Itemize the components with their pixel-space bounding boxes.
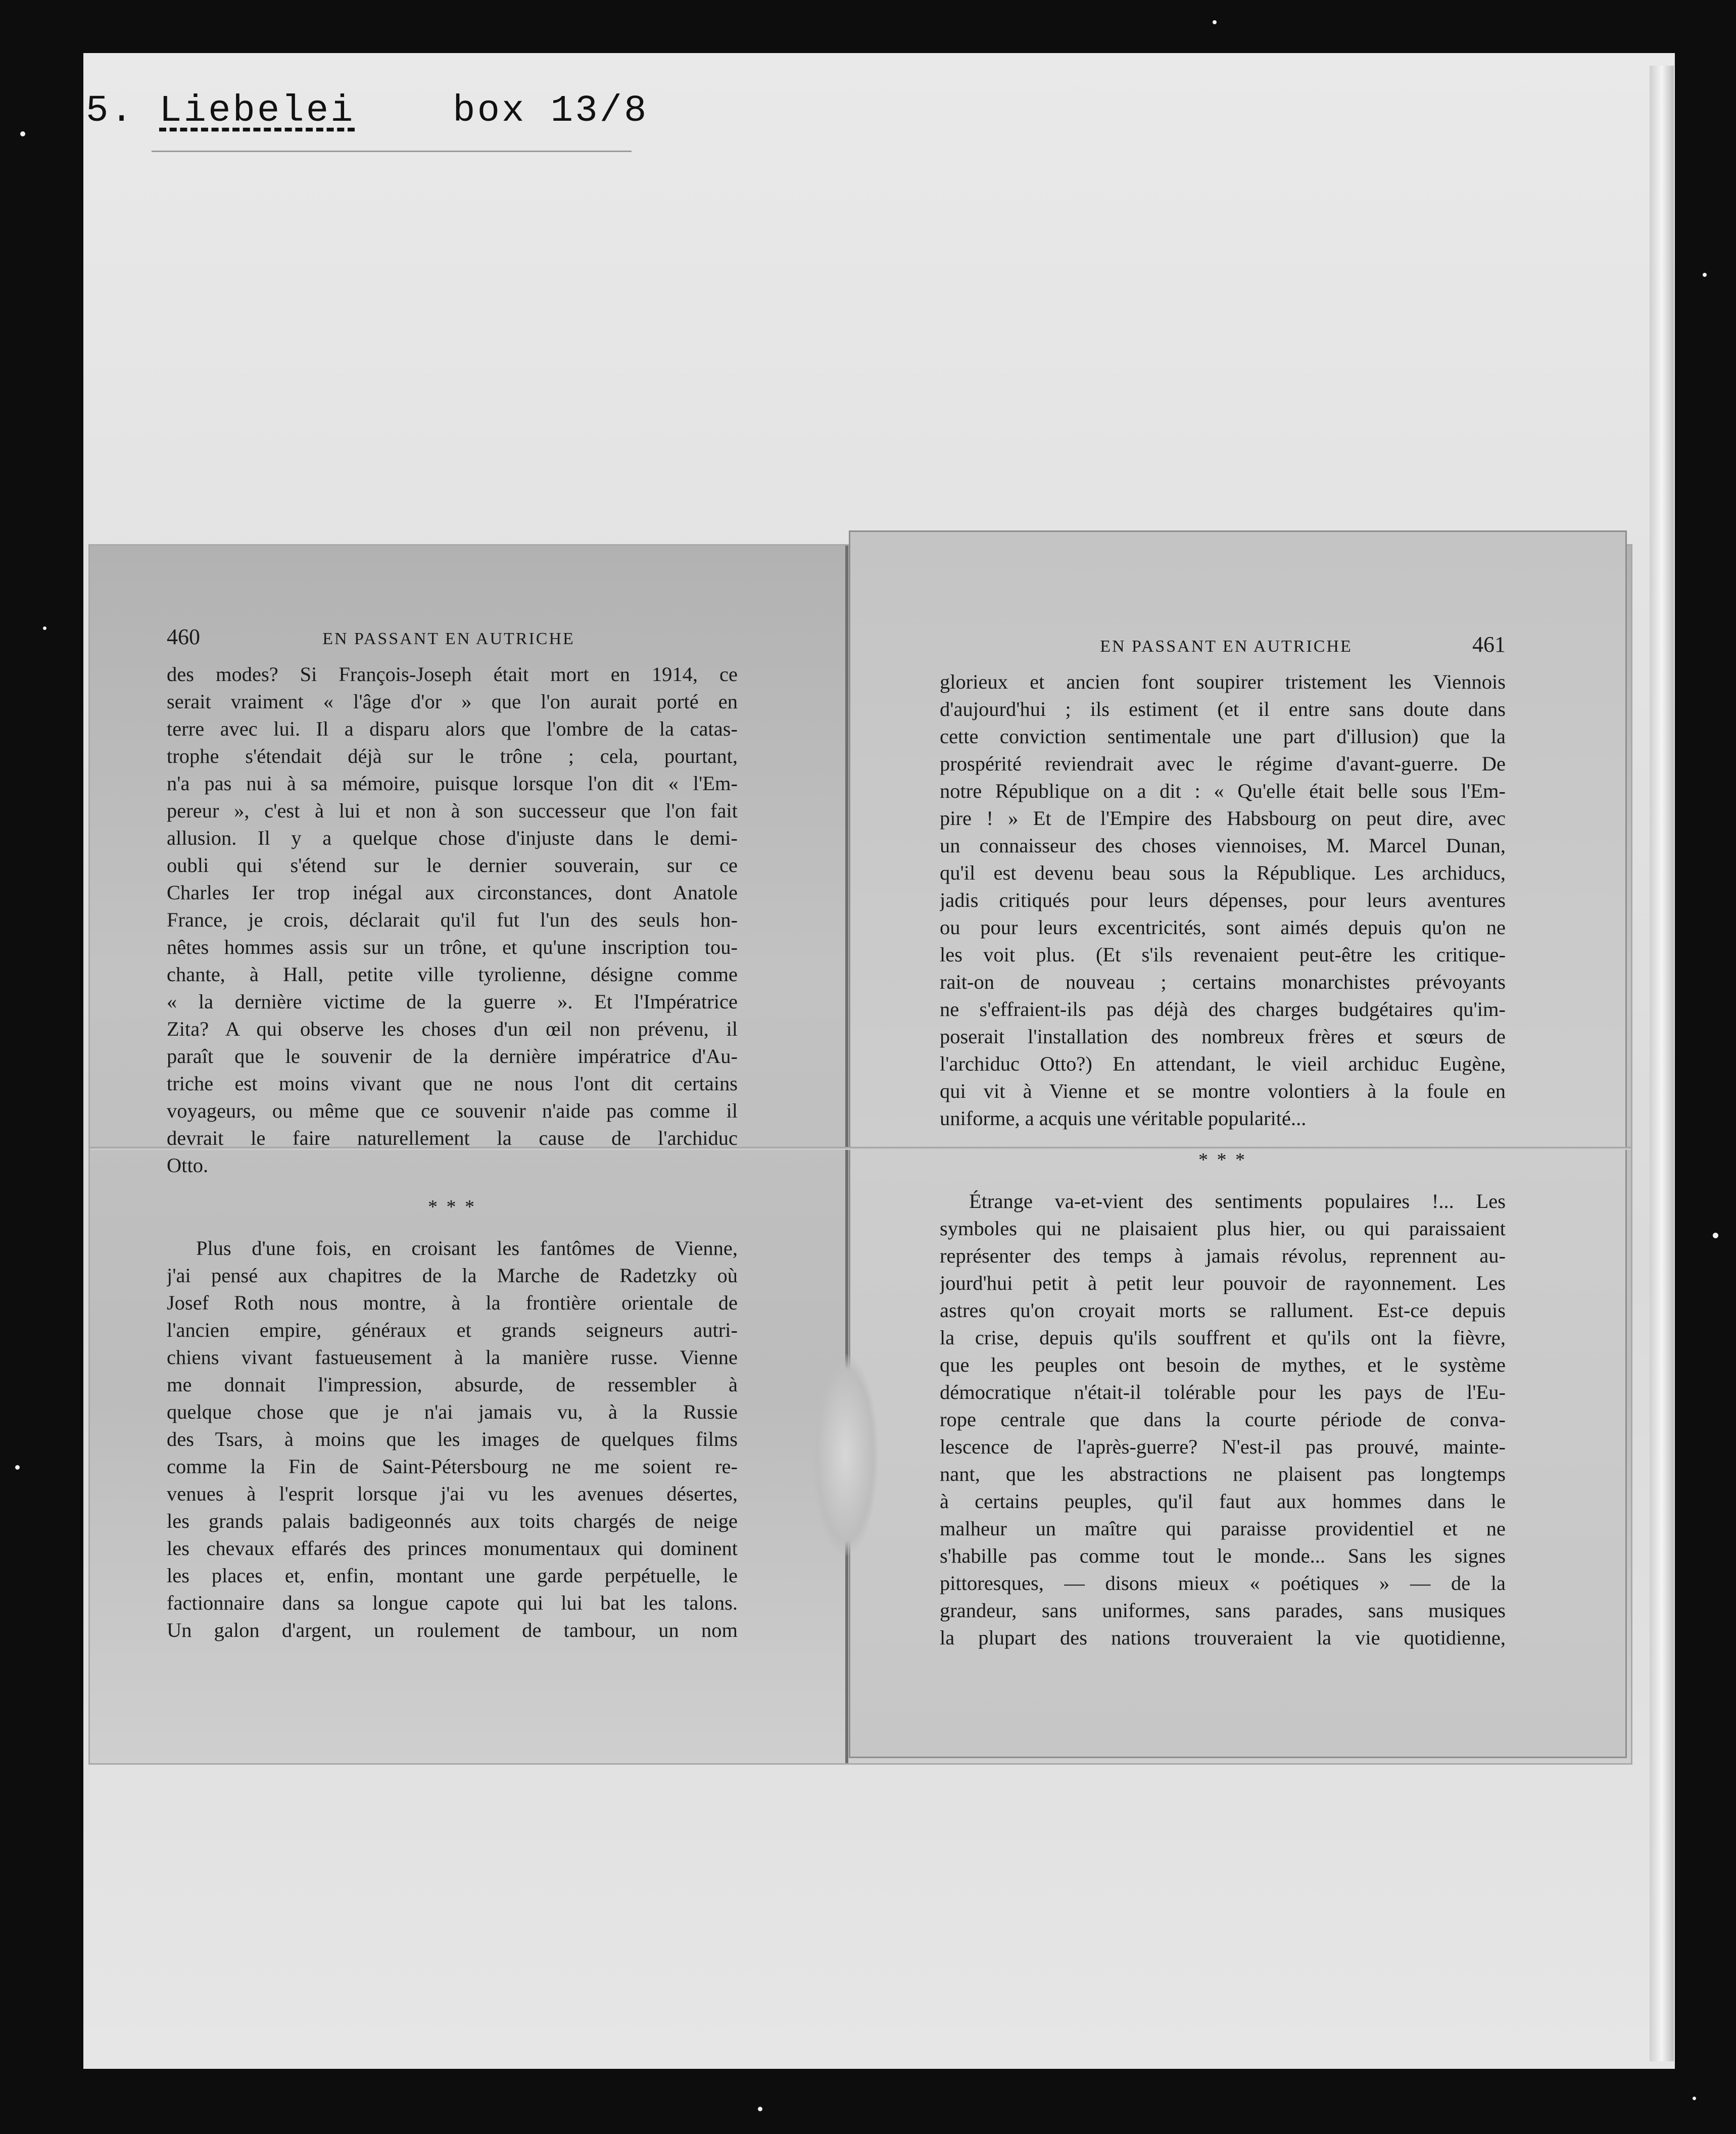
left-page — [167, 624, 738, 1644]
text-line: des Tsars, à moins que les images de quelques films — [167, 1428, 738, 1450]
text-line: oubli qui s'étend sur le dernier souverain, sur ce — [167, 854, 738, 877]
sheet-edge — [1650, 66, 1674, 2061]
text-line: Charles Ier trop inégal aux circonstances, dont Anatole — [167, 881, 738, 904]
text-line: nêtes hommes assis sur un trône, et qu'une inscription tou- — [167, 936, 738, 958]
text-line: s'habille pas comme tout le monde... Sans les signes — [940, 1544, 1506, 1567]
text-line: astres qu'on croyait morts se rallument. Est-ce depuis — [940, 1299, 1506, 1322]
text-line: l'archiduc Otto?) En attendant, le vieil archiduc Eugène, — [940, 1052, 1506, 1075]
text-line: la crise, depuis qu'ils souffrent et qu'ils ont la fièvre, — [940, 1326, 1506, 1349]
page-number: 460 — [167, 624, 200, 649]
page-gutter — [845, 546, 848, 1763]
left-paragraph-2 — [167, 1235, 738, 1644]
right-paragraph-1 — [940, 668, 1506, 1132]
text-line: jourd'hui petit à petit leur pouvoir de rayonnement. Les — [940, 1272, 1506, 1294]
film-speck — [758, 2107, 762, 2111]
text-line: lescence de l'après-guerre? N'est-il pas prouvé, mainte- — [940, 1435, 1506, 1458]
text-line: France, je crois, déclarait qu'il fut l'un des seuls hon- — [167, 908, 738, 931]
label-box: box 13/8 — [453, 90, 649, 132]
text-line: jadis critiqués pour leurs dépenses, pour leurs aventures — [940, 889, 1506, 911]
text-line: me donnait l'impression, absurde, de ressembler à — [167, 1373, 738, 1396]
text-line: factionnaire dans sa longue capote qui lui bat les talons. — [167, 1591, 738, 1614]
text-line: chante, à Hall, petite ville tyrolienne, désigne comme — [167, 963, 738, 986]
label-rule — [152, 151, 632, 152]
text-line: à certains peuples, qu'il faut aux hommes dans le — [940, 1490, 1506, 1513]
text-line: représenter des temps à jamais révolus, reprennent au- — [940, 1244, 1506, 1267]
text-line: rait-on de nouveau ; certains monarchistes prévoyants — [940, 971, 1506, 993]
text-line: serait vraiment « l'âge d'or » que l'on aurait porté en — [167, 690, 738, 713]
page-number: 461 — [1472, 632, 1506, 657]
archive-label — [86, 90, 648, 132]
text-line: symboles qui ne plaisaient plus hier, ou qui paraissaient — [940, 1217, 1506, 1240]
film-speck — [15, 1465, 20, 1470]
text-line: nant, que les abstractions ne plaisent pas longtemps — [940, 1463, 1506, 1485]
text-line: paraît que le souvenir de la dernière impératrice d'Au- — [167, 1045, 738, 1068]
right-page-header — [940, 632, 1506, 657]
text-line: malheur un maître qui paraisse providentiel et ne — [940, 1517, 1506, 1540]
text-line: uniforme, a acquis une véritable popularité... — [940, 1107, 1307, 1130]
text-line: Otto. — [167, 1154, 209, 1177]
text-line: Zita? A qui observe les choses d'un œil non prévenu, il — [167, 1017, 738, 1040]
label-title: Liebelei — [159, 90, 355, 132]
text-line: « la dernière victime de la guerre ». Et l'Impératrice — [167, 990, 738, 1013]
text-line: grandeur, sans uniformes, sans parades, sans musiques — [940, 1599, 1506, 1622]
running-head: EN PASSANT EN AUTRICHE — [1100, 637, 1353, 656]
text-line: l'ancien empire, généraux et grands seigneurs autri- — [167, 1319, 738, 1341]
text-line: qui vit à Vienne et se montre volontiers à la foule en — [940, 1080, 1506, 1102]
text-line: triche est moins vivant que ne nous l'ont dit certains — [167, 1072, 738, 1095]
left-paragraph-1 — [167, 661, 738, 1179]
film-speck — [43, 626, 46, 630]
text-line: prospérité reviendrait avec le régime d'avant-guerre. De — [940, 752, 1506, 775]
text-line: trophe s'étendait déjà sur le trône ; cela, pourtant, — [167, 745, 738, 767]
text-line: venues à l'esprit lorsque j'ai vu les avenues désertes, — [167, 1482, 738, 1505]
glue-blot — [812, 1354, 878, 1556]
text-line: rope centrale que dans la courte période de conva- — [940, 1408, 1506, 1431]
text-line: Étrange va-et-vient des sentiments populaires !... Les — [969, 1190, 1506, 1212]
text-line: Plus d'une fois, en croisant les fantômes de Vienne, — [196, 1237, 738, 1259]
text-line: comme la Fin de Saint-Pétersbourg ne me soient re- — [167, 1455, 738, 1478]
text-line: ou pour leurs excentricités, sont aimés depuis qu'on ne — [940, 916, 1506, 939]
text-line: quelque chose que je n'ai jamais vu, à la Russie — [167, 1400, 738, 1423]
text-line: les grands palais badigeonnés aux toits chargés de neige — [167, 1510, 738, 1532]
text-line: pire ! » Et de l'Empire des Habsbourg on peut dire, avec — [940, 807, 1506, 830]
text-line: ne s'effraient-ils pas déjà des charges budgétaires qu'im- — [940, 998, 1506, 1021]
running-head: EN PASSANT EN AUTRICHE — [322, 629, 575, 648]
film-speck — [1693, 2097, 1696, 2100]
text-line: terre avec lui. Il a disparu alors que l'ombre de la catas- — [167, 717, 738, 740]
label-number: 5. — [86, 90, 135, 132]
text-line: pereur », c'est à lui et non à son successeur que l'on fait — [167, 799, 738, 822]
film-speck — [1713, 1233, 1718, 1238]
text-line: démocratique n'était-il tolérable pour les pays de l'Eu- — [940, 1381, 1506, 1403]
text-line: voyageurs, ou même que ce souvenir n'aide pas comme il — [167, 1099, 738, 1122]
text-line: pittoresques, — disons mieux « poétiques » — de la — [940, 1572, 1506, 1594]
text-line: les voit plus. (Et s'ils revenaient peut-être les critique- — [940, 943, 1506, 966]
film-speck — [20, 131, 25, 136]
text-line: cette conviction sentimentale une part d'illusion) que la — [940, 725, 1506, 748]
text-line: j'ai pensé aux chapitres de la Marche de Radetzky où — [167, 1264, 738, 1287]
text-line: la plupart des nations trouveraient la vie quotidienne, — [940, 1626, 1506, 1649]
text-line: d'aujourd'hui ; ils estiment (et il entre sans doute dans — [940, 698, 1506, 720]
text-line: glorieux et ancien font soupirer tristement les Viennois — [940, 670, 1506, 693]
film-speck — [1213, 20, 1217, 24]
text-line: devrait le faire naturellement la cause de l'archiduc — [167, 1127, 738, 1149]
text-line: les places et, enfin, montant une garde perpétuelle, le — [167, 1564, 738, 1587]
right-page — [940, 632, 1506, 1652]
section-separator: * * * — [428, 1196, 476, 1218]
text-line: n'a pas nui à sa mémoire, puisque lorsque l'on dit « l'Em- — [167, 772, 738, 795]
text-line: que les peuples ont besoin de mythes, et le système — [940, 1353, 1506, 1376]
text-line: un connaisseur des choses viennoises, M. Marcel Dunan, — [940, 834, 1506, 857]
text-line: qu'il est devenu beau sous la République. Les archiducs, — [940, 861, 1506, 884]
text-line: Un galon d'argent, un roulement de tambour, un nom — [167, 1619, 738, 1641]
left-page-header — [167, 624, 738, 650]
text-line: des modes? Si François-Joseph était mort en 1914, ce — [167, 663, 738, 686]
right-paragraph-2 — [940, 1188, 1506, 1652]
text-line: les chevaux effarés des princes monumentaux qui dominent — [167, 1537, 738, 1560]
text-line: Josef Roth nous montre, à la frontière orientale de — [167, 1291, 738, 1314]
text-line: allusion. Il y a quelque chose d'injuste dans le demi- — [167, 827, 738, 849]
film-speck — [1703, 273, 1707, 277]
text-line: chiens vivant fastueusement à la manière russe. Vienne — [167, 1346, 738, 1369]
section-separator: * * * — [1198, 1149, 1247, 1171]
text-line: poserait l'installation des nombreux frères et sœurs de — [940, 1025, 1506, 1048]
text-line: notre République on a dit : « Qu'elle était belle sous l'Em- — [940, 780, 1506, 802]
